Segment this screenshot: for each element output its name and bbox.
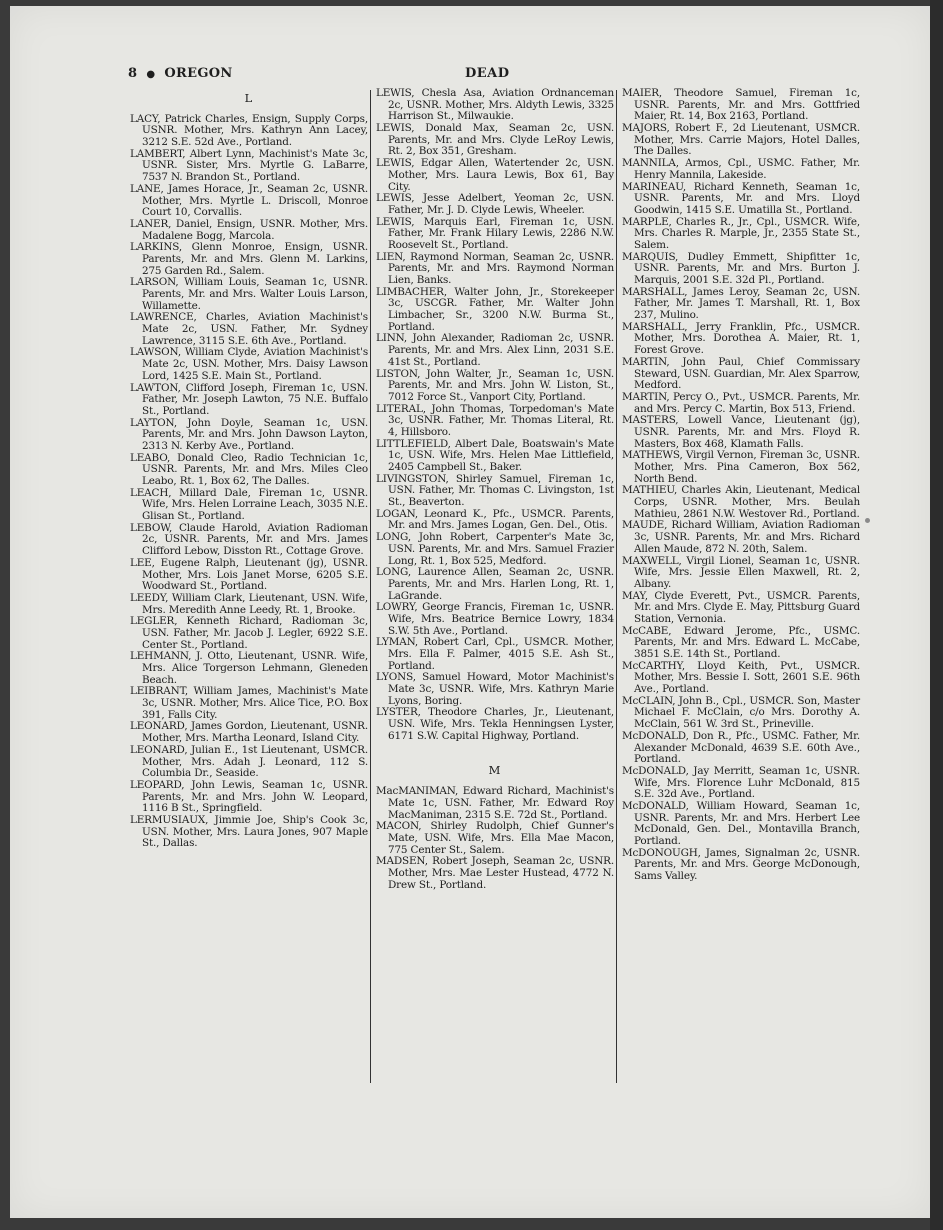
list-item: LAMBERT, Albert Lynn, Machinist's Mate 3c, USNR. Sister, Mrs. Myrtle G. LaBarre, 7537 N. Brandon St., Portland. [130,147,368,184]
list-item: LEWIS, Edgar Allen, Watertender 2c, USN. Mother, Mrs. Laura Lewis, Box 61, Bay City. [376,157,614,193]
list-item: MARTIN, Percy O., Pvt., USMCR. Parents, Mr. and Mrs. Percy C. Martin, Box 513, Friend. [622,390,860,415]
list-item: LEONARD, Julian E., 1st Lieutenant, USMCR. Mother, Mrs. Adah J. Leonard, 112 S. Columbia Dr., Seaside. [130,743,368,780]
list-item: LYONS, Samuel Howard, Motor Machinist's Mate 3c, USNR. Wife, Mrs. Kathryn Marie Lyons, Boring. [376,671,614,707]
list-item: LERMUSIAUX, Jimmie Joe, Ship's Cook 3c, USN. Mother, Mrs. Laura Jones, 907 Maple St., Dallas. [130,813,368,850]
list-item: MARSHALL, James Leroy, Seaman 2c, USN. Father, Mr. James T. Marshall, Rt. 1, Box 237, Mulino. [622,285,860,322]
list-item: LAWSON, William Clyde, Aviation Machinist's Mate 2c, USN. Mother, Mrs. Daisy Lawson Lord, 1425 S.E. Main St., Portland. [130,346,368,382]
list-item: LEWIS, Chesla Asa, Aviation Ordnanceman 2c, USNR. Mother, Mrs. Aldyth Lewis, 3325 Harrison St., Milwaukie. [376,87,614,123]
entry-list [130,114,368,850]
list-item: MACON, Shirley Rudolph, Chief Gunner's Mate, USN. Wife, Mrs. Ella Mae Macon, 775 Center St., Salem. [376,820,614,856]
entry-list [622,88,860,883]
list-item: LONG, Laurence Allen, Seaman 2c, USNR. Parents, Mr. and Mrs. Harlen Long, Rt. 1, LaGrande. [376,566,614,602]
list-item: LAYTON, John Doyle, Seaman 1c, USN. Parents, Mr. and Mrs. John Dawson Layton, 2313 N. Kerby Ave., Portland. [130,416,368,452]
list-item: MacMANIMAN, Edward Richard, Machinist's Mate 1c, USN. Father, Mr. Edward Roy MacManiman, 2315 S.E. 72d St., Portland. [376,785,614,821]
list-item: LEBOW, Claude Harold, Aviation Radioman 2c, USNR. Parents, Mr. and Mrs. James Clifford Lebow, Disston Rt., Cottage Grove. [130,521,368,558]
list-item: LYSTER, Theodore Charles, Jr., Lieutenant, USN. Wife, Mrs. Tekla Henningsen Lyster, 6171 S.W. Capital Highway, Portland. [376,706,614,742]
list-item: LAWTON, Clifford Joseph, Fireman 1c, USN. Father, Mr. Joseph Lawton, 75 N.E. Buffalo St., Portland. [130,381,368,417]
section-letter-m: M [488,762,502,777]
bullet-separator: ● [146,69,156,80]
list-item: LYMAN, Robert Carl, Cpl., USMCR. Mother, Mrs. Ella F. Palmer, 4015 S.E. Ash St., Portland. [376,636,614,672]
page-header-left [128,66,233,81]
list-item: MAIER, Theodore Samuel, Fireman 1c, USNR. Parents, Mr. and Mrs. Gottfried Maier, Rt. 14, Box 2163, Portland. [622,87,860,123]
list-item: LITERAL, John Thomas, Torpedoman's Mate 3c, USNR. Father, Mr. Thomas Literal, Rt. 4, Hillsboro. [376,402,614,438]
list-item: LOGAN, Leonard K., Pfc., USMCR. Parents, Mr. and Mrs. James Logan, Gen. Del., Otis. [376,507,614,532]
page-number: 8 [128,66,138,81]
list-item: LEHMANN, J. Otto, Lieutenant, USNR. Wife, Mrs. Alice Torgerson Lehmann, Gleneden Beach. [130,650,368,686]
list-item: LARSON, William Louis, Seaman 1c, USNR. Parents, Mr. and Mrs. Walter Louis Larson, Willamette. [130,276,368,312]
list-item: MARTIN, John Paul, Chief Commissary Steward, USN. Guardian, Mr. Alex Sparrow, Medford. [622,355,860,392]
list-item: LANER, Daniel, Ensign, USNR. Mother, Mrs. Madalene Bogg, Marcola. [130,217,368,242]
list-item: LEE, Eugene Ralph, Lieutenant (jg), USNR. Mother, Mrs. Lois Janet Morse, 6205 S.E. Woodward St., Portland. [130,556,368,593]
list-item: LACY, Patrick Charles, Ensign, Supply Corps, USNR. Mother, Mrs. Kathryn Ann Lacey, 3212 S.E. 52d Ave., Portland. [130,112,368,149]
column-3 [622,88,860,883]
list-item: LEWIS, Donald Max, Seaman 2c, USN. Parents, Mr. and Mrs. Clyde LeRoy Lewis, Rt. 2, Box 351, Gresham. [376,122,614,158]
list-item: LIEN, Raymond Norman, Seaman 2c, USNR. Parents, Mr. and Mrs. Raymond Norman Lien, Banks. [376,250,614,286]
list-item: LOWRY, George Francis, Fireman 1c, USNR. Wife, Mrs. Beatrice Bernice Lowry, 1834 S.W. 5th Ave., Portland. [376,601,614,637]
list-item: LAWRENCE, Charles, Aviation Machinist's Mate 2c, USN. Father, Mr. Sydney Lawrence, 3115 S.E. 6th Ave., Portland. [130,311,368,347]
list-item: LEWIS, Jesse Adelbert, Yeoman 2c, USN. Father, Mr. J. D. Clyde Lewis, Wheeler. [376,192,614,216]
list-item: MAXWELL, Virgil Lionel, Seaman 1c, USNR. Wife, Mrs. Jessie Ellen Maxwell, Rt. 2, Albany. [622,554,860,590]
list-item: MAY, Clyde Everett, Pvt., USMCR. Parents, Mr. and Mrs. Clyde E. May, Pittsburg Guard Station, Vernonia. [622,589,860,625]
list-item: LIVINGSTON, Shirley Samuel, Fireman 1c, USN. Father, Mr. Thomas C. Livingston, 1st St., Beaverton. [376,472,614,509]
list-item: LANE, James Horace, Jr., Seaman 2c, USNR. Mother, Mrs. Myrtle L. Driscoll, Monroe Court 10, Corvallis. [130,182,368,219]
state-name: OREGON [164,66,233,81]
column-2 [376,88,614,891]
list-item: MAJORS, Robert F., 2d Lieutenant, USMCR. Mother, Mrs. Carrie Majors, Hotel Dalles, The Dalles. [622,122,860,158]
list-item: MARSHALL, Jerry Franklin, Pfc., USMCR. Mother, Mrs. Dorothea A. Maier, Rt. 1, Forest Grove. [622,320,860,357]
list-item: MADSEN, Robert Joseph, Seaman 2c, USNR. Mother, Mrs. Mae Lester Hustead, 4772 N. Drew St., Portland. [376,855,614,891]
list-item: LISTON, John Walter, Jr., Seaman 1c, USN. Parents, Mr. and Mrs. John W. Liston, St., 7012 Force St., Vanport City, Portland. [376,367,614,403]
list-item: MARPLE, Charles R., Jr., Cpl., USMCR. Wife, Mrs. Charles R. Marple, Jr., 2355 State St., Salem. [622,215,860,251]
list-item: LEABO, Donald Cleo, Radio Technician 1c, USNR. Parents, Mr. and Mrs. Miles Cleo Leabo, Rt. 1, Box 62, The Dalles. [130,451,368,487]
list-item: McCLAIN, John B., Cpl., USMCR. Son, Master Michael F. McClain, c/o Mrs. Dorothy A. McClain, 561 W. 3rd St., Prineville. [622,694,860,731]
list-item: LIMBACHER, Walter John, Jr., Storekeeper 3c, USCGR. Father, Mr. Walter John Limbacher, Sr., 3200 N.W. Burma St., Portland. [376,285,614,333]
list-item: McDONALD, Jay Merritt, Seaman 1c, USNR. Wife, Mrs. Florence Luhr McDonald, 815 S.E. 32d Ave., Portland. [622,764,860,801]
list-item: MATHIEU, Charles Akin, Lieutenant, Medical Corps, USNR. Mother, Mrs. Beulah Mathieu, 2861 N.W. Westover Rd., Portland. [622,484,860,520]
list-item: McCABE, Edward Jerome, Pfc., USMC. Parents, Mr. and Mrs. Edward L. McCabe, 3851 S.E. 14th St., Portland. [622,624,860,660]
section-letter-l: L [244,91,254,105]
list-item: LINN, John Alexander, Radioman 2c, USNR. Parents, Mr. and Mrs. Alex Linn, 2031 S.E. 41st St., Portland. [376,332,614,368]
list-item: MARINEAU, Richard Kenneth, Seaman 1c, USNR. Parents, Mr. and Mrs. Lloyd Goodwin, 1415 S.E. Umatilla St., Portland. [622,180,860,216]
list-item: McDONALD, Don R., Pfc., USMC. Father, Mr. Alexander McDonald, 4639 S.E. 60th Ave., Portland. [622,729,860,766]
list-item: LEIBRANT, William James, Machinist's Mate 3c, USNR. Mother, Mrs. Alice Tice, P.O. Box 391, Falls City. [130,685,368,721]
list-item: McDONALD, William Howard, Seaman 1c, USNR. Parents, Mr. and Mrs. Herbert Lee McDonald, Gen. Del., Montavilla Branch, Portland. [622,799,860,847]
list-item: LEOPARD, John Lewis, Seaman 1c, USNR. Parents, Mr. and Mrs. John W. Leopard, 1116 B St., Springfield. [130,778,368,815]
list-item: MANNILA, Armos, Cpl., USMC. Father, Mr. Henry Mannila, Lakeside. [622,157,860,181]
column-divider [370,90,371,1083]
list-item: LEACH, Millard Dale, Fireman 1c, USNR. Wife, Mrs. Helen Lorraine Leach, 3035 N.E. Glisan St., Portland. [130,486,368,523]
scan-edge [930,0,943,1230]
column-1 [130,88,368,850]
list-item: MAUDE, Richard William, Aviation Radioman 3c, USNR. Parents, Mr. and Mrs. Richard Allen Maude, 872 N. 20th, Salem. [622,519,860,555]
section-title: DEAD [465,66,510,81]
entry-list [376,88,614,743]
column-divider [616,90,617,1083]
list-item: MATHEWS, Virgil Vernon, Fireman 3c, USNR. Mother, Mrs. Pina Cameron, Box 562, North Bend. [622,449,860,485]
paper-speck [865,518,870,523]
list-item: LEEDY, William Clark, Lieutenant, USN. Wife, Mrs. Meredith Anne Leedy, Rt. 1, Brooke. [130,591,368,616]
list-item: MASTERS, Lowell Vance, Lieutenant (jg), USNR. Parents, Mr. and Mrs. Floyd R. Masters, Box 468, Klamath Falls. [622,414,860,450]
list-item: MARQUIS, Dudley Emmett, Shipfitter 1c, USNR. Parents, Mr. and Mrs. Burton J. Marquis, 2001 S.E. 32d Pl., Portland. [622,250,860,286]
list-item: LEWIS, Marquis Earl, Fireman 1c, USN. Father, Mr. Frank Hilary Lewis, 2286 N.W. Roosevelt St., Portland. [376,215,614,251]
list-item: LONG, John Robert, Carpenter's Mate 3c, USN. Parents, Mr. and Mrs. Samuel Frazier Long, Rt. 1, Box 525, Medford. [376,531,614,567]
document-page [10,6,930,1218]
list-item: LEONARD, James Gordon, Lieutenant, USNR. Mother, Mrs. Martha Leonard, Island City. [130,720,368,745]
entry-list [376,786,614,891]
list-item: McDONOUGH, James, Signalman 2c, USNR. Parents, Mr. and Mrs. George McDonough, Sams Valley. [622,846,860,883]
list-item: LEGLER, Kenneth Richard, Radioman 3c, USN. Father, Mr. Jacob J. Legler, 6922 S.E. Center St., Portland. [130,615,368,651]
list-item: LARKINS, Glenn Monroe, Ensign, USNR. Parents, Mr. and Mrs. Glenn M. Larkins, 275 Garden Rd., Salem. [130,241,368,277]
list-item: LITTLEFIELD, Albert Dale, Boatswain's Mate 1c, USN. Wife, Mrs. Helen Mae Littlefield, 2405 Campbell St., Baker. [376,437,614,473]
list-item: McCARTHY, Lloyd Keith, Pvt., USMCR. Mother, Mrs. Bessie I. Sott, 2601 S.E. 96th Ave., Portland. [622,659,860,696]
